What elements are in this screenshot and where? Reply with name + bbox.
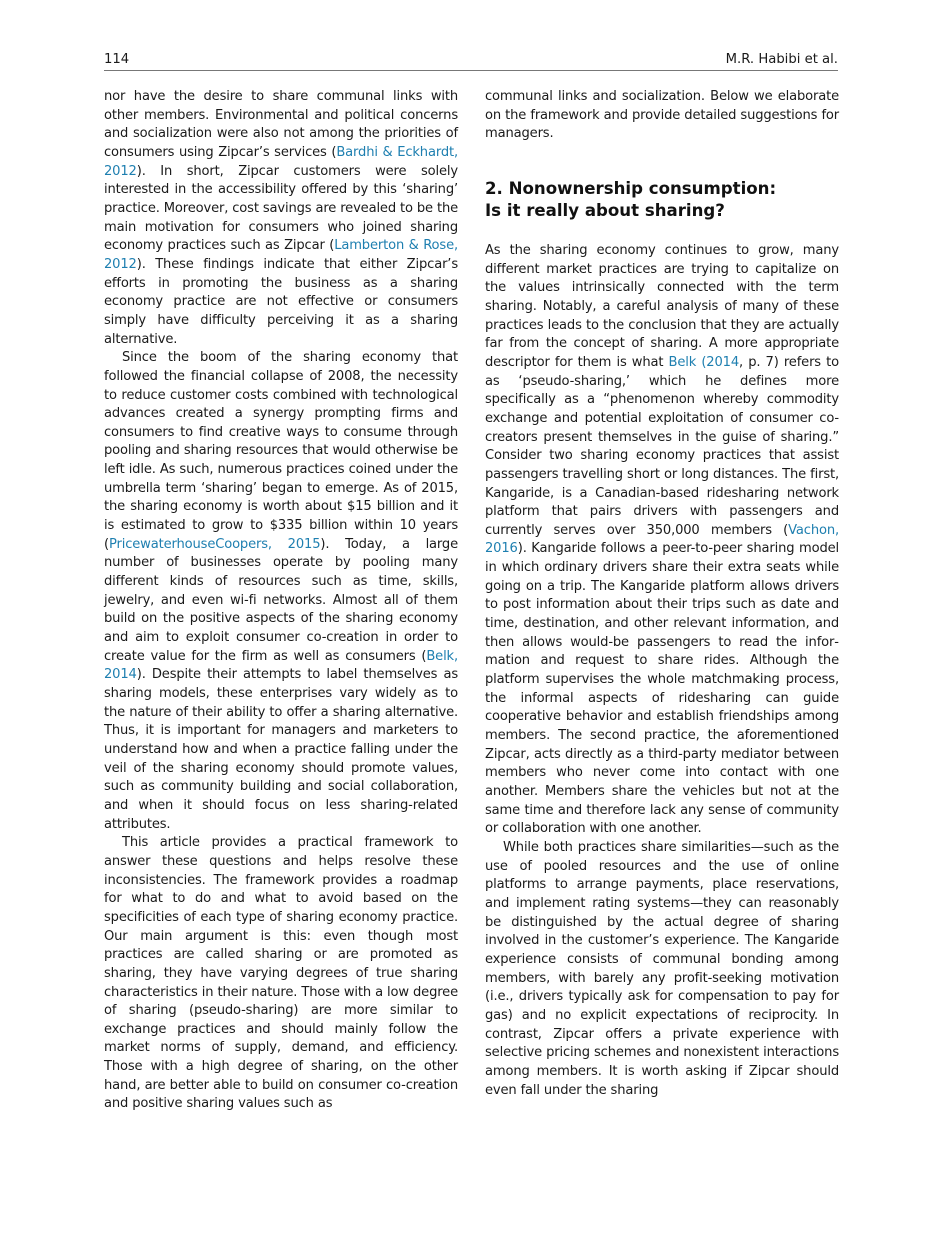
paragraph: This article provides a practical framework to answer these questions and helps resolve these inconsistencies. The framework provides a roadmap for what to do and what to avoid based on the specificities of each type of sharing economy practice. Our main argument is this: even though most practices are called sharing or are promoted as sharing, they have varying degrees of true sharing characteristics in their nature. Those with a low degree of sharing (pseudo-sharing) are more similar to exchange practices and should mainly follow the market norms of supply, demand, and efficiency. Those with a high degree of sharing, on the other hand, are better able to build on consumer co-creation and positive sharing values such as: [104, 835, 458, 1112]
section-heading: [485, 178, 839, 222]
paragraph: [104, 88, 458, 349]
body-text: As the sharing economy continues to grow, many different market practices are trying to capitalize on the values intrinsically connected with the term sharing. Notably, a careful analysis of many of these practices leads to the conclusion that they are actually far from the concept of sharing. A more appropriate descriptor for them is what: [485, 242, 839, 370]
body-text: ). Today, a large number of businesses operate by pooling many different kinds of resources such as time, skills, jewelry, and even wi-fi networks. Almost all of them build on the positive aspects of the sharing economy and aim to exploit consumer co-creation in order to create value for the firm as well as consumers (: [104, 536, 459, 664]
body-text: ). In short, Zipcar customers were solely interested in the accessibility offered by this ‘sharing’ practice. Moreover, cost savings are revealed to be the main motivation for consumers who joined sharing economy practices such as Zipcar (: [104, 163, 458, 254]
paragraph: communal links and socialization. Below we elaborate on the framework and provide detailed suggestions for managers.: [485, 89, 839, 142]
body-text: ). Kangaride follows a peer-to-peer sharing model in which ordinary drivers share their extra seats while going on a trip. The Kangaride platform allows drivers to post information about their trips such as date and time, destination, and other relevant information, and then allows would-be passengers to read the information and request to share rides. Although the platform supervises the whole matchmaking process, the informal aspects of ridesharing can guide cooperative behavior and establish friendships among members. The second practice, the aforementioned Zipcar, acts directly as a third-party mediator between members who never come into contact with one another. Members share the vehicles but not at the same time and therefore lack any sense of community or collaboration with one another.: [485, 541, 839, 837]
left-column: [104, 88, 458, 1114]
section-heading-line: Is it really about sharing?: [485, 200, 725, 220]
citation-link[interactable]: Lamberton & Rose, 2012: [104, 238, 459, 272]
paragraph: [485, 242, 839, 839]
paragraph: While both practices share similarities—such as the use of pooled resources and the use of online platforms to arrange payments, place reservations, and implement rating systems—they can reasonably be distinguished by the actual degree of sharing involved in the customer’s experience. The Kangaride experience consists of communal bonding among members, with barely any profit-seeking motivation (i.e., drivers typically ask for compensation to pay for gas) and no explicit expectations of reciprocity. In contrast, Zipcar offers a private experience with selective pricing schemes and nonexistent interactions among members. It is worth asking if Zipcar should even fall under the sharing: [485, 839, 839, 1098]
citation-link[interactable]: Vachon, 2016: [485, 522, 839, 557]
body-text: Since the boom of the sharing economy that followed the financial collapse of 2008, the necessity to reduce customer costs combined with technological advances created a synergy prompting firms and consumers to find creative ways to consume through pooling and sharing resources that would otherwise be left idle. As such, numerous practices coined under the umbrella term ‘sharing’ began to emerge. As of 2015, the sharing economy is worth about $15 billion and it is estimated to grow to $335 billion within 10 years (: [104, 350, 458, 552]
page-number: 114: [104, 52, 130, 67]
running-header: [104, 50, 838, 71]
citation-link[interactable]: Belk (2014: [668, 354, 740, 370]
section-heading-line: 2. Nonownership consumption:: [485, 178, 777, 198]
citation-link[interactable]: Belk, 2014: [104, 648, 458, 683]
body-text: ). Despite their attempts to label themselves as sharing models, these enterprises vary widely as to the nature of their ability to offer a sharing alternative. Thus, it is important for managers and marketers to understand how and when a practice falling under the veil of the sharing economy should promote values, such as community building and social collaboration, and when it should focus on less sharing-related attributes.: [104, 667, 458, 832]
right-column: [485, 88, 839, 1100]
running-head-authors: M.R. Habibi et al.: [725, 52, 838, 67]
body-text: , p. 7) refers to as ‘pseudo-sharing,’ which he defines more specifically as a “phenomenon whereby commodity exchange and potential exploitation of consumer co-creators present themselves in the guise of sharing.” Consider two sharing economy practices that assist passengers travelling short or long distances. The first, Kangaride, is a Canadian-based ridesharing network platform that pairs drivers with passengers and currently serves over 350,000 members (: [485, 354, 839, 538]
citation-link[interactable]: PricewaterhouseCoopers, 2015: [108, 536, 321, 552]
paragraph: [104, 349, 458, 834]
body-text: ). These findings indicate that either Zipcar’s efforts in promoting the business as a sharing economy practice are not effective or consumers simply have difficulty perceiving it as a sharing alternative.: [104, 256, 458, 347]
citation-link[interactable]: Bardhi & Eckhardt, 2012: [104, 144, 458, 179]
body-text: nor have the desire to share communal links with other members. Environmental and political concerns and socialization were also not among the priorities of consumers using Zipcar’s services (: [104, 89, 458, 160]
